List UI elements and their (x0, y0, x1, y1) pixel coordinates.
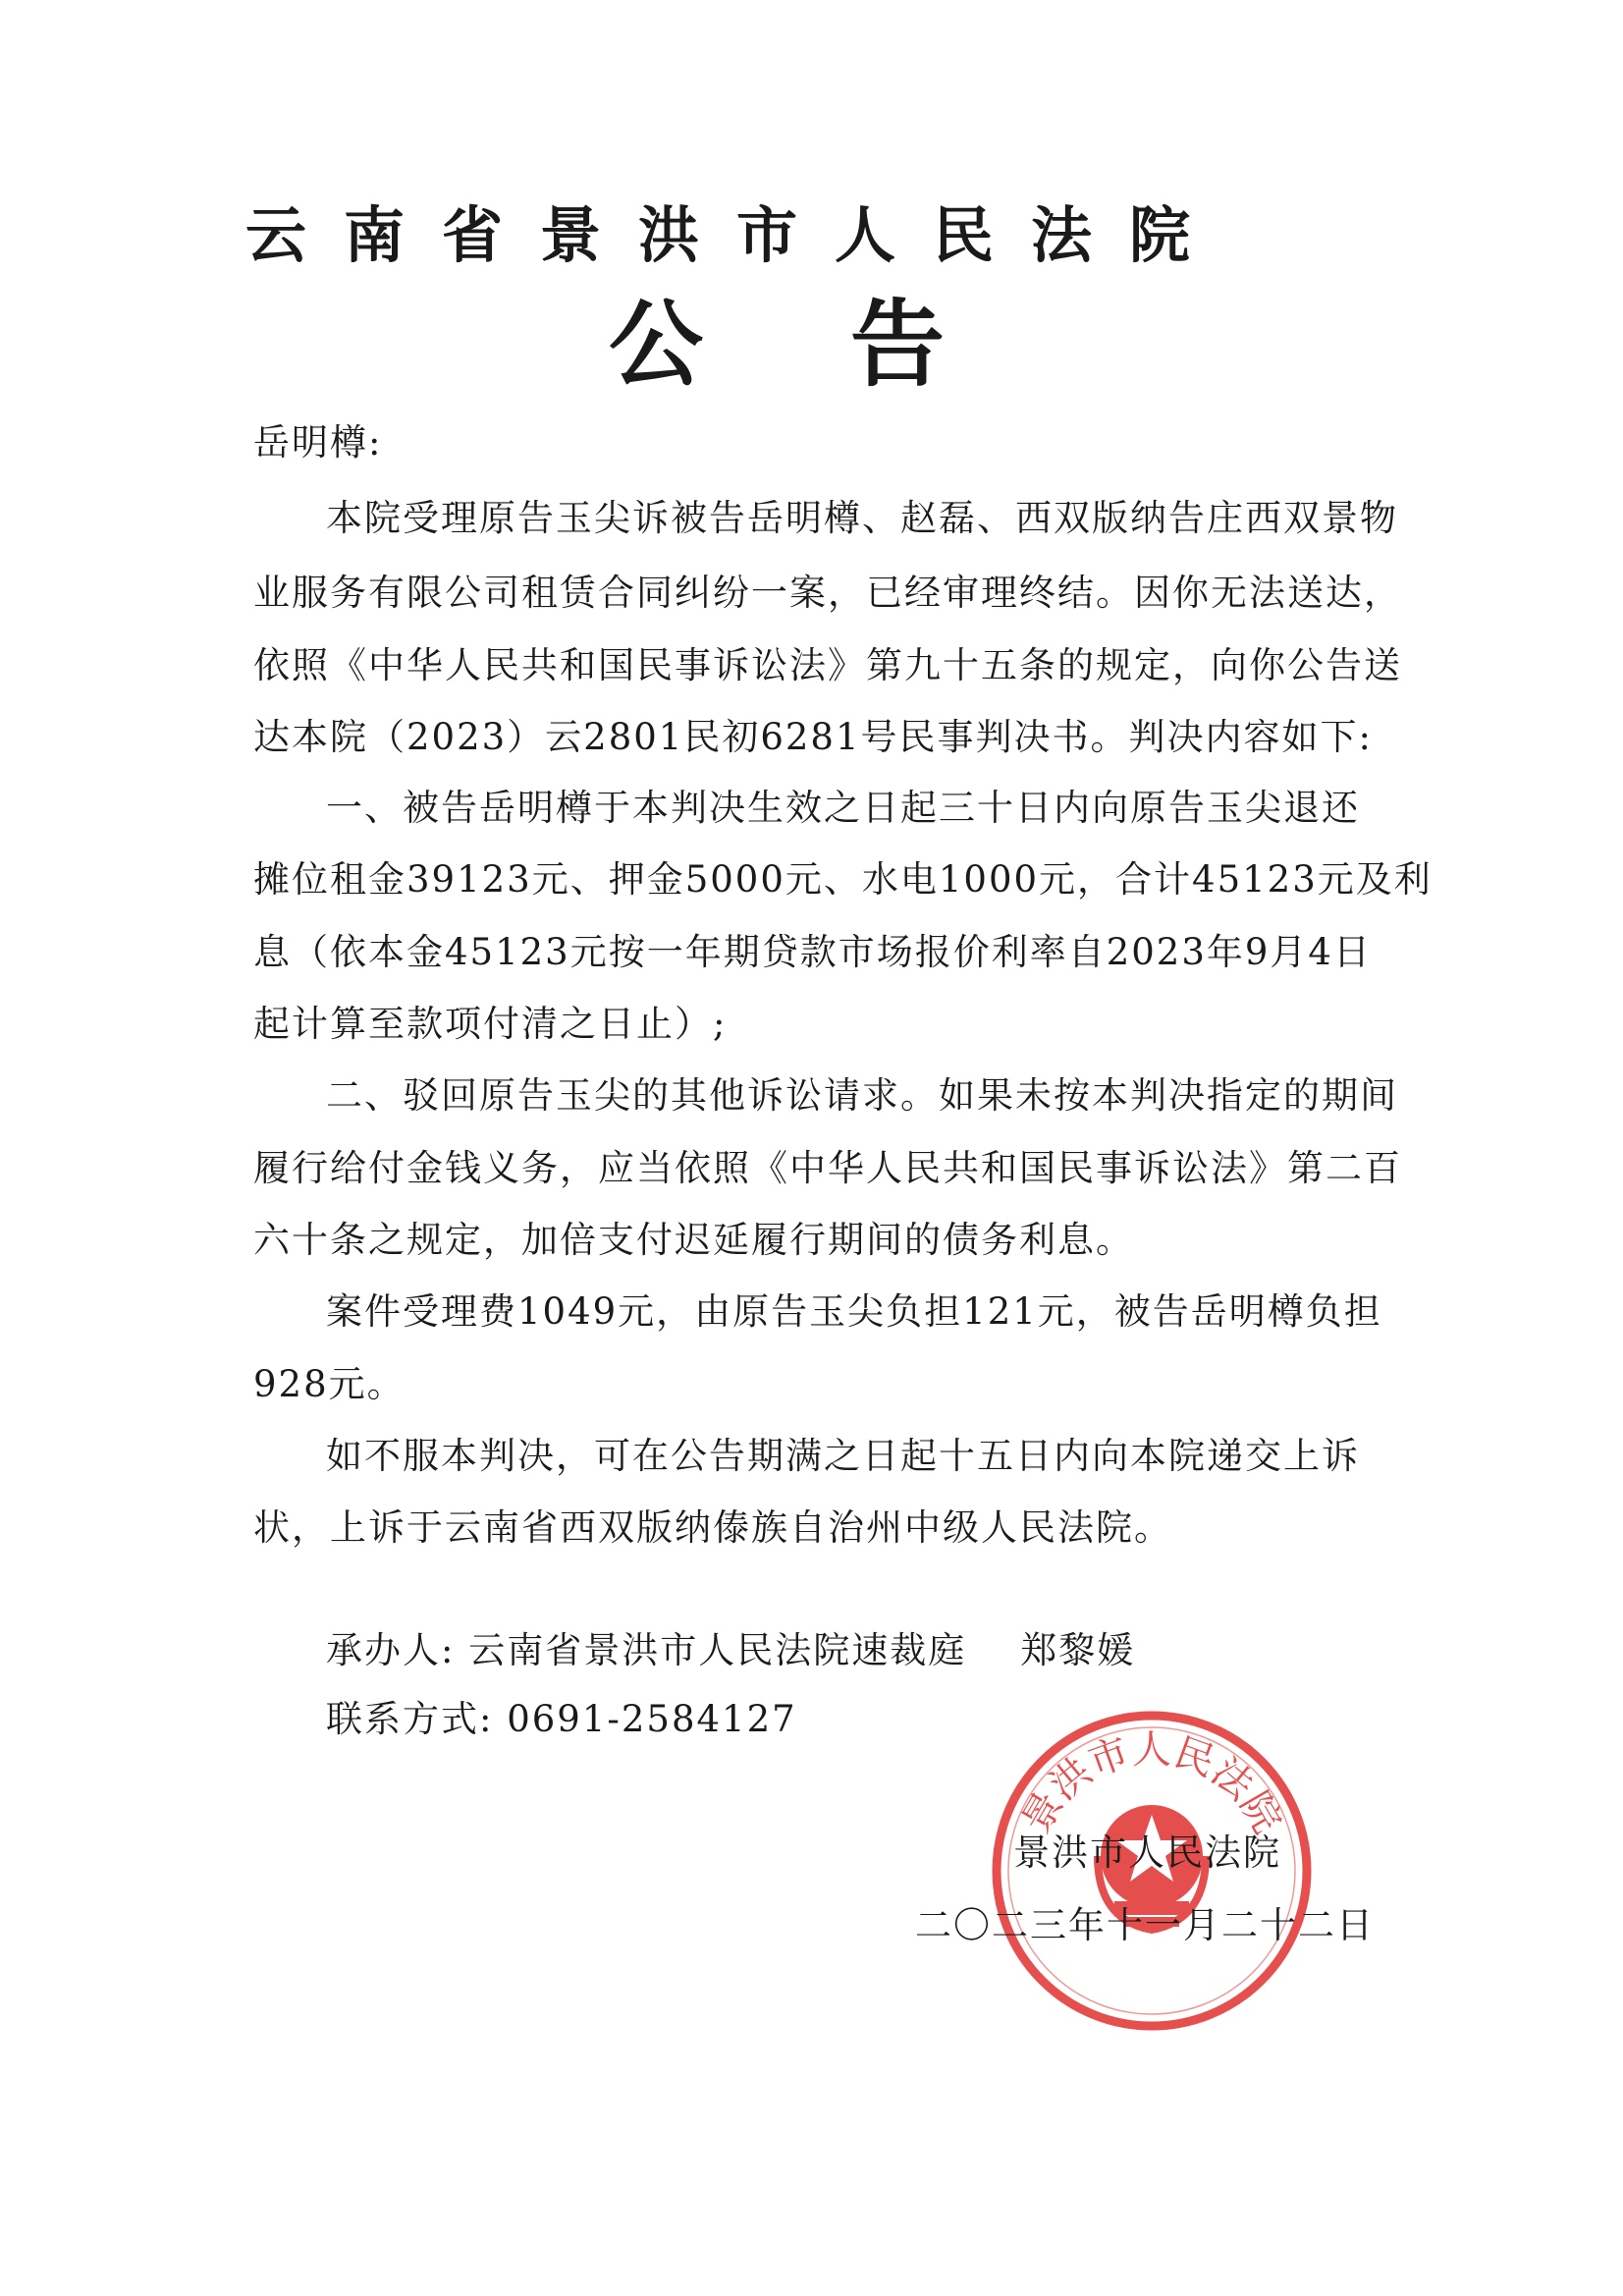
body-line: 928元。 (253, 1363, 406, 1405)
body-line: 摊位租金39123元、押金5000元、水电1000元，合计45123元及利 (253, 858, 1433, 901)
contact-phone: 联系方式: 0691-2584127 (326, 1698, 797, 1740)
body-line: 状，上诉于云南省西双版纳傣族自治州中级人民法院。 (253, 1506, 1172, 1549)
body-line: 二、驳回原告玉尖的其他诉讼请求。如果未按本判决指定的期间 (326, 1074, 1398, 1117)
body-line: 本院受理原告玉尖诉被告岳明樽、赵磊、西双版纳告庄西双景物 (326, 497, 1398, 539)
court-title: 云南省景洪市人民法院 (245, 199, 1228, 271)
body-line: 业服务有限公司租赁合同纠纷一案，已经审理终结。因你无法送达， (253, 572, 1402, 614)
body-line: 六十条之规定，加倍支付迟延履行期间的债务利息。 (253, 1219, 1134, 1261)
addressee: 岳明樽: (253, 421, 383, 464)
body-line: 一、被告岳明樽于本判决生效之日起三十日内向原告玉尖退还 (326, 787, 1360, 829)
signature-court: 景洪市人民法院 (1013, 1831, 1281, 1874)
seal-text: 景洪市人民法院 (1013, 1727, 1290, 1841)
body-line: 达本院（2023）云2801民初6281号民事判决书。判决内容如下: (253, 716, 1373, 758)
signature-date: 二〇二三年十一月二十二日 (915, 1904, 1375, 1946)
body-line: 起计算至款项付清之日止）; (253, 1003, 728, 1045)
body-line: 息（依本金45123元按一年期贷款市场报价利率自2023年9月4日 (253, 931, 1372, 973)
notice-title: 公告 (609, 290, 1092, 400)
body-line: 履行给付金钱义务，应当依照《中华人民共和国民事诉讼法》第二百 (253, 1147, 1402, 1189)
contact-handler: 承办人: 云南省景洪市人民法院速裁庭 郑黎媛 (326, 1629, 1136, 1671)
body-line: 案件受理费1049元，由原告玉尖负担121元，被告岳明樽负担 (326, 1290, 1382, 1333)
body-line: 依照《中华人民共和国民事诉讼法》第九十五条的规定，向你公告送 (253, 644, 1402, 686)
body-line: 如不服本判决，可在公告期满之日起十五日内向本院递交上诉 (326, 1435, 1360, 1477)
